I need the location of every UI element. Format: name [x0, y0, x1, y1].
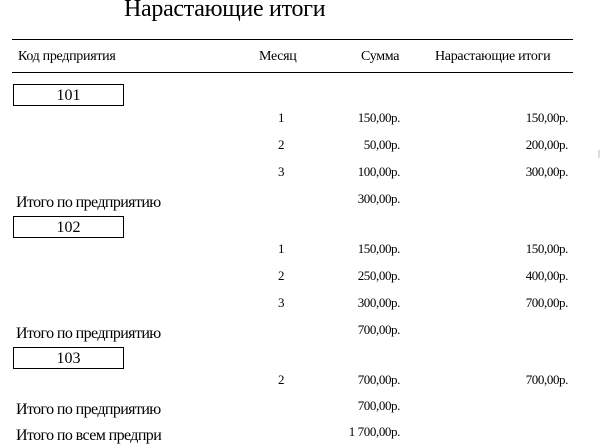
- grand-total-label: Итого по всем предпри: [16, 427, 162, 444]
- row-amount: 150,00р.: [357, 110, 400, 125]
- company-total-value: 300,00р.: [357, 191, 400, 206]
- row-running: 300,00р.: [525, 164, 568, 179]
- column-header-company: Код предприятия: [18, 49, 116, 64]
- company-code-box: 101: [13, 84, 124, 106]
- row-month: 1: [278, 110, 285, 125]
- company-total-label: Итого по предприятию: [16, 401, 161, 418]
- row-running: 700,00р.: [525, 372, 568, 387]
- row-running: 200,00р.: [525, 137, 568, 152]
- edge-artifact: [598, 150, 600, 158]
- row-amount: 50,00р.: [363, 137, 400, 152]
- row-amount: 300,00р.: [357, 295, 400, 310]
- company-total-value: 700,00р.: [357, 322, 400, 337]
- company-code-box: 102: [13, 216, 124, 238]
- row-amount: 100,00р.: [357, 164, 400, 179]
- row-month: 2: [278, 372, 285, 387]
- header-top-rule: [12, 39, 573, 40]
- row-amount: 150,00р.: [357, 241, 400, 256]
- row-running: 150,00р.: [525, 241, 568, 256]
- header-bottom-rule: [12, 72, 573, 73]
- column-header-month: Месяц: [259, 49, 297, 64]
- company-total-label: Итого по предприятию: [16, 194, 161, 211]
- column-header-amount: Сумма: [361, 49, 400, 64]
- row-amount: 250,00р.: [357, 268, 400, 283]
- row-month: 2: [278, 268, 285, 283]
- company-total-value: 700,00р.: [357, 398, 400, 413]
- row-month: 3: [278, 164, 285, 179]
- row-running: 400,00р.: [525, 268, 568, 283]
- row-month: 3: [278, 295, 285, 310]
- row-month: 1: [278, 241, 285, 256]
- company-code-box: 103: [13, 347, 124, 369]
- column-header-running: Нарастающие итоги: [435, 49, 551, 64]
- row-amount: 700,00р.: [357, 372, 400, 387]
- company-total-label: Итого по предприятию: [16, 325, 161, 342]
- grand-total-value: 1 700,00р.: [348, 424, 400, 439]
- row-month: 2: [278, 137, 285, 152]
- row-running: 150,00р.: [525, 110, 568, 125]
- row-running: 700,00р.: [525, 295, 568, 310]
- report-title: Нарастающие итоги: [124, 0, 326, 22]
